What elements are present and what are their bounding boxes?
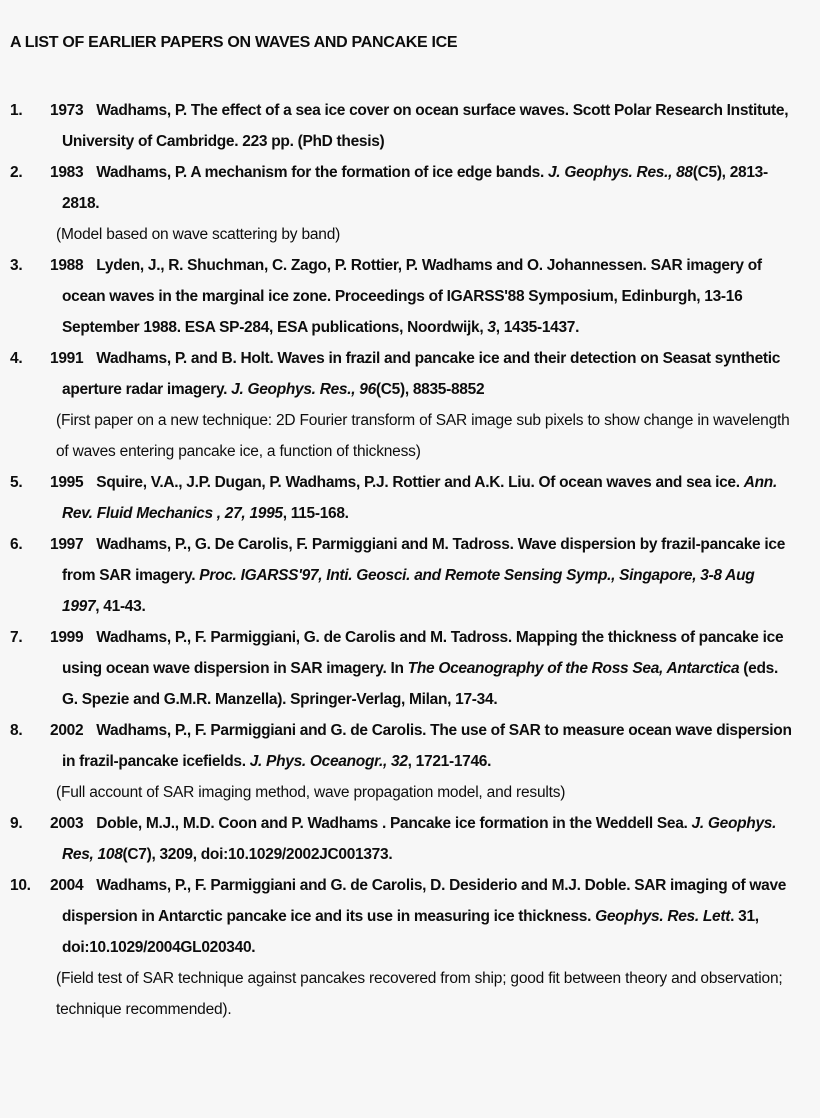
reference-note: (Field test of SAR technique against pancakes recovered from ship; good fit between theory and observation; technique recommended). [56, 970, 783, 1018]
reference-number: 7. [10, 629, 23, 646]
reference-text [50, 808, 794, 870]
reference-segment: Wadhams, P., F. Parmiggiani and G. de Carolis. The use of SAR to measure ocean wave dispersion in frazil-pancake icefields. [62, 722, 792, 770]
reference-text [50, 467, 794, 529]
reference-year: 1983 [50, 164, 84, 181]
reference-segment: J. Geophys. Res., 96 [231, 381, 376, 398]
reference-number: 4. [10, 350, 23, 367]
reference-segment: , 41-43. [95, 598, 146, 615]
reference-item [10, 870, 794, 1025]
reference-number: 1. [10, 102, 23, 119]
reference-segment: (eds. G. Spezie and G.M.R. Manzella). Springer-Verlag, Milan, 17-34. [62, 660, 778, 708]
reference-number: 10. [10, 877, 31, 894]
reference-item [10, 95, 794, 157]
reference-item [10, 157, 794, 250]
reference-segment: Ann. Rev. Fluid Mechanics , 27, 1995 [62, 474, 777, 522]
reference-year: 1973 [50, 102, 84, 119]
reference-segment: The Oceanography of the Ross Sea, Antarctica [407, 660, 740, 677]
reference-number: 5. [10, 474, 23, 491]
reference-text [50, 343, 794, 405]
reference-item [10, 808, 794, 870]
reference-segment: Wadhams, P., F. Parmiggiani and G. de Carolis, D. Desiderio and M.J. Doble. SAR imaging of wave dispersion in Antarctic pancake ice and its use in measuring ice thickness. [62, 877, 787, 925]
reference-segment: Wadhams, P. A mechanism for the formation of ice edge bands. [96, 164, 548, 181]
reference-item [10, 529, 794, 622]
reference-segment: Squire, V.A., J.P. Dugan, P. Wadhams, P.J. Rottier and A.K. Liu. Of ocean waves and sea ice. [96, 474, 744, 491]
reference-text [50, 529, 794, 622]
reference-item [10, 715, 794, 808]
reference-text [50, 157, 794, 219]
reference-number: 6. [10, 536, 23, 553]
reference-segment: Geophys. Res. Lett [595, 908, 731, 925]
reference-number: 9. [10, 815, 23, 832]
reference-item [10, 250, 794, 343]
reference-segment: Proc. IGARSS'97, Inti. Geosci. and Remote Sensing Symp., Singapore, 3-8 Aug 1997 [62, 567, 755, 615]
reference-note: (Model based on wave scattering by band) [56, 226, 341, 243]
reference-segment: , 1721-1746. [407, 753, 492, 770]
reference-year: 1988 [50, 257, 84, 274]
reference-segment: Wadhams, P., G. De Carolis, F. Parmiggiani and M. Tadross. Wave dispersion by frazil-pancake ice from SAR imagery. [62, 536, 786, 584]
reference-text [50, 715, 794, 777]
reference-segment: Wadhams, P., F. Parmiggiani, G. de Carolis and M. Tadross. Mapping the thickness of pancake ice using ocean wave dispersion in SAR imagery. In [62, 629, 784, 677]
reference-note: (First paper on a new technique: 2D Fourier transform of SAR image sub pixels to show change in wavelength of waves entering pancake ice, a function of thickness) [56, 412, 790, 460]
reference-segment: J. Geophys. Res., 88 [547, 164, 693, 181]
reference-year: 2003 [50, 815, 84, 832]
reference-segment: . 31, doi:10.1029/2004GL020340. [62, 908, 759, 956]
reference-segment: J. Phys. Oceanogr., 32 [249, 753, 408, 770]
reference-text [50, 250, 794, 343]
reference-text [50, 870, 794, 963]
reference-text [50, 622, 794, 715]
reference-number: 2. [10, 164, 23, 181]
reference-item [10, 622, 794, 715]
reference-segment: , 1435-1437. [495, 319, 580, 336]
reference-item [10, 343, 794, 467]
reference-segment: Lyden, J., R. Shuchman, C. Zago, P. Rottier, P. Wadhams and O. Johannessen. SAR imagery of ocean waves in the marginal ice zone. Proceedings of IGARSS'88 Symposium, Edinburgh, 13-16 September 1988. ESA SP-284, ESA publications, Noordwijk, [62, 257, 762, 336]
reference-year: 1999 [50, 629, 84, 646]
reference-segment: 3 [487, 319, 496, 336]
reference-year: 2002 [50, 722, 84, 739]
reference-year: 1995 [50, 474, 84, 491]
reference-year: 1997 [50, 536, 84, 553]
page-title: A LIST OF EARLIER PAPERS ON WAVES AND PANCAKE ICE [10, 34, 458, 51]
reference-number: 3. [10, 257, 23, 274]
reference-segment: Wadhams, P. and B. Holt. Waves in frazil and pancake ice and their detection on Seasat synthetic aperture radar imagery. [62, 350, 781, 398]
reference-note: (Full account of SAR imaging method, wave propagation model, and results) [56, 784, 566, 801]
reference-list [10, 95, 794, 1025]
reference-segment: J. Geophys. Res, 108 [62, 815, 777, 863]
reference-year: 2004 [50, 877, 84, 894]
reference-segment: , 115-168. [282, 505, 349, 522]
reference-segment: (C7), 3209, doi:10.1029/2002JC001373. [122, 846, 393, 863]
reference-segment: Doble, M.J., M.D. Coon and P. Wadhams . Pancake ice formation in the Weddell Sea. [96, 815, 692, 832]
reference-year: 1991 [50, 350, 84, 367]
reference-segment: (C5), 8835-8852 [375, 381, 485, 398]
reference-item [10, 467, 794, 529]
reference-segment: Wadhams, P. The effect of a sea ice cover on ocean surface waves. Scott Polar Research Institute, University of Cambridge. 223 pp. (PhD thesis) [62, 102, 789, 150]
reference-text [50, 95, 794, 157]
reference-segment: (C5), 2813-2818. [62, 164, 768, 212]
reference-number: 8. [10, 722, 23, 739]
